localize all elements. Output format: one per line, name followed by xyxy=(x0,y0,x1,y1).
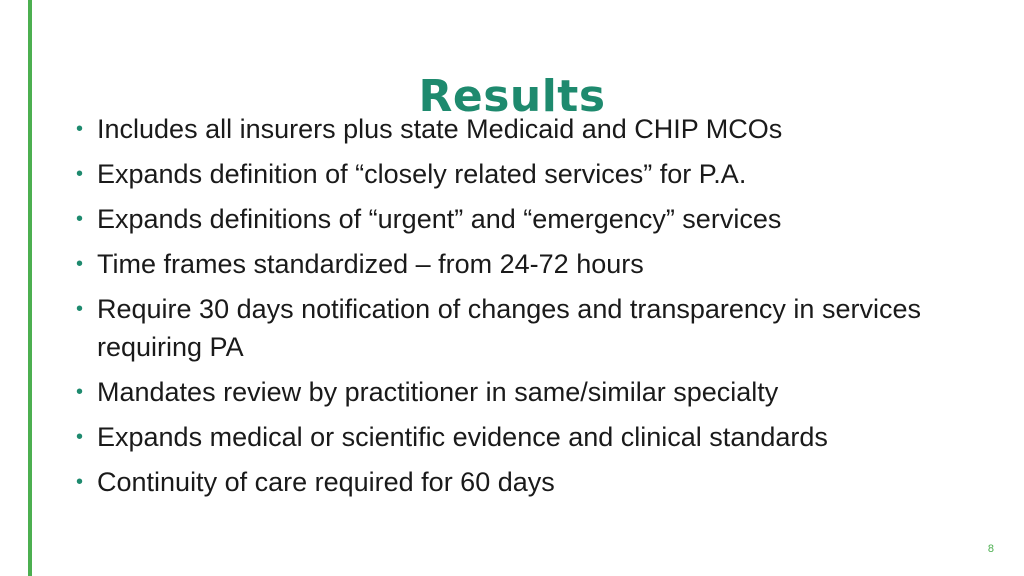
bullet-text: Expands definition of “closely related services” for P.A. xyxy=(97,159,747,189)
bullet-text: Time frames standardized – from 24-72 hours xyxy=(97,249,644,279)
bullet-dot-icon: • xyxy=(76,426,84,448)
bullet-text: Require 30 days notification of changes and transparency in services requiring PA xyxy=(97,294,921,362)
bullet-item xyxy=(76,110,956,148)
bullet-text: Includes all insurers plus state Medicaid and CHIP MCOs xyxy=(97,114,783,144)
slide-title: Results xyxy=(418,71,606,123)
bullet-dot-icon: • xyxy=(76,298,84,320)
bullet-dot-icon: • xyxy=(76,471,84,493)
bullet-item xyxy=(76,290,956,366)
bullet-dot-icon: • xyxy=(76,381,84,403)
bullet-dot-icon: • xyxy=(76,253,84,275)
bullet-item xyxy=(76,418,956,456)
bullet-dot-icon: • xyxy=(76,208,84,230)
bullet-item xyxy=(76,200,956,238)
bullet-dot-icon: • xyxy=(76,163,84,185)
page-number: 8 xyxy=(987,543,994,555)
bullet-text: Expands medical or scientific evidence and clinical standards xyxy=(97,422,828,452)
bullet-item xyxy=(76,463,956,501)
bullet-item xyxy=(76,373,956,411)
bullet-text: Continuity of care required for 60 days xyxy=(97,467,555,497)
bullet-text: Expands definitions of “urgent” and “emergency” services xyxy=(97,204,782,234)
bullet-item xyxy=(76,155,956,193)
bullet-item xyxy=(76,245,956,283)
bullet-text: Mandates review by practitioner in same/similar specialty xyxy=(97,377,779,407)
bullet-dot-icon: • xyxy=(76,118,84,140)
bullet-list xyxy=(76,110,956,508)
